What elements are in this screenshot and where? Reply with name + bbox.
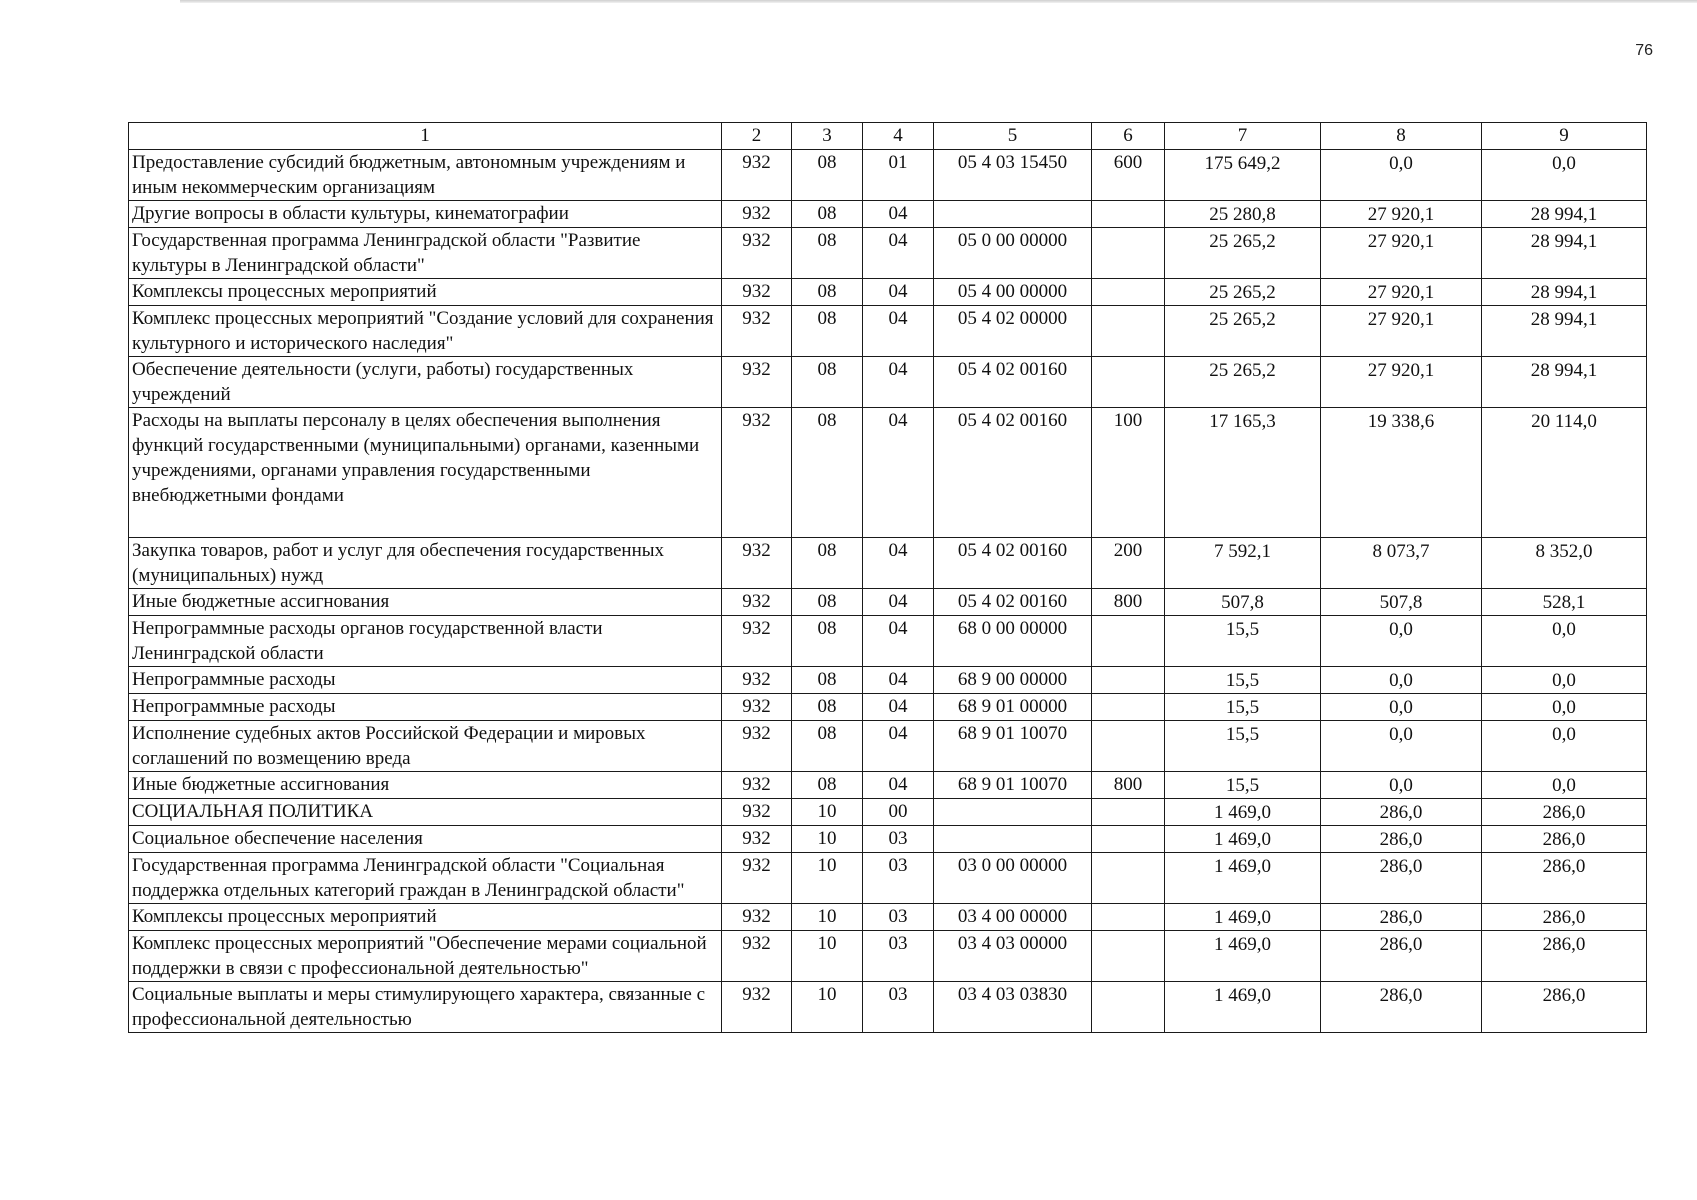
table-row <box>129 931 1647 982</box>
row-description: Непрограммные расходы <box>129 667 722 694</box>
target-article-code: 05 4 02 00160 <box>934 357 1092 408</box>
table-row <box>129 279 1647 306</box>
subsection-code: 04 <box>863 306 934 357</box>
amount-col-8: 27 920,1 <box>1321 306 1482 357</box>
amount-col-8: 8 073,7 <box>1321 538 1482 589</box>
section-code: 08 <box>792 772 863 799</box>
expense-type-code: 800 <box>1092 589 1165 616</box>
amount-col-8: 286,0 <box>1321 931 1482 982</box>
section-code: 10 <box>792 904 863 931</box>
header-cell: 1 <box>129 123 722 150</box>
expense-type-code <box>1092 721 1165 772</box>
subsection-code: 03 <box>863 853 934 904</box>
table-row <box>129 799 1647 826</box>
amount-col-9: 286,0 <box>1482 931 1647 982</box>
section-code: 08 <box>792 694 863 721</box>
amount-col-7: 507,8 <box>1165 589 1321 616</box>
amount-col-9: 28 994,1 <box>1482 201 1647 228</box>
expense-type-code <box>1092 853 1165 904</box>
amount-col-7: 25 265,2 <box>1165 228 1321 279</box>
row-description: Исполнение судебных актов Российской Федерации и мировых соглашений по возмещению вреда <box>129 721 722 772</box>
expense-type-code: 600 <box>1092 150 1165 201</box>
row-description: Обеспечение деятельности (услуги, работы) государственных учреждений <box>129 357 722 408</box>
expense-type-code <box>1092 357 1165 408</box>
header-row <box>129 123 1647 150</box>
expense-type-code <box>1092 826 1165 853</box>
admin-code: 932 <box>722 826 792 853</box>
section-code: 10 <box>792 853 863 904</box>
row-description: Иные бюджетные ассигнования <box>129 772 722 799</box>
admin-code: 932 <box>722 694 792 721</box>
admin-code: 932 <box>722 150 792 201</box>
target-article-code: 68 9 01 10070 <box>934 772 1092 799</box>
row-description: Другие вопросы в области культуры, кинематографии <box>129 201 722 228</box>
subsection-code: 04 <box>863 228 934 279</box>
amount-col-7: 1 469,0 <box>1165 799 1321 826</box>
row-description: Государственная программа Ленинградской области "Социальная поддержка отдельных категорий граждан в Ленинградской области" <box>129 853 722 904</box>
subsection-code: 04 <box>863 694 934 721</box>
budget-table <box>128 122 1647 1033</box>
row-description: Расходы на выплаты персоналу в целях обеспечения выполнения функций государственными (муниципальными) органами, казенными учреждениями, органами управления государственными внебюджетными фондами <box>129 408 722 538</box>
header-cell: 6 <box>1092 123 1165 150</box>
table-row <box>129 616 1647 667</box>
row-description: Непрограммные расходы <box>129 694 722 721</box>
section-code: 08 <box>792 589 863 616</box>
amount-col-8: 0,0 <box>1321 772 1482 799</box>
admin-code: 932 <box>722 904 792 931</box>
section-code: 10 <box>792 931 863 982</box>
amount-col-7: 25 265,2 <box>1165 279 1321 306</box>
table-row <box>129 772 1647 799</box>
table-row <box>129 982 1647 1033</box>
admin-code: 932 <box>722 772 792 799</box>
amount-col-7: 175 649,2 <box>1165 150 1321 201</box>
amount-col-8: 286,0 <box>1321 904 1482 931</box>
amount-col-8: 0,0 <box>1321 667 1482 694</box>
amount-col-9: 286,0 <box>1482 826 1647 853</box>
table-row <box>129 357 1647 408</box>
amount-col-7: 1 469,0 <box>1165 931 1321 982</box>
row-description: Комплекс процессных мероприятий "Обеспечение мерами социальной поддержки в связи с профессиональной деятельностью" <box>129 931 722 982</box>
row-description: Социальные выплаты и меры стимулирующего характера, связанные с профессиональной деятельностью <box>129 982 722 1033</box>
amount-col-8: 507,8 <box>1321 589 1482 616</box>
amount-col-9: 0,0 <box>1482 694 1647 721</box>
amount-col-8: 0,0 <box>1321 616 1482 667</box>
admin-code: 932 <box>722 357 792 408</box>
admin-code: 932 <box>722 667 792 694</box>
table-row <box>129 667 1647 694</box>
amount-col-9: 286,0 <box>1482 982 1647 1033</box>
section-code: 10 <box>792 799 863 826</box>
section-code: 10 <box>792 982 863 1033</box>
admin-code: 932 <box>722 616 792 667</box>
table-row <box>129 306 1647 357</box>
amount-col-7: 15,5 <box>1165 616 1321 667</box>
expense-type-code <box>1092 931 1165 982</box>
subsection-code: 04 <box>863 589 934 616</box>
expense-type-code <box>1092 799 1165 826</box>
expense-type-code: 100 <box>1092 408 1165 538</box>
amount-col-7: 17 165,3 <box>1165 408 1321 538</box>
admin-code: 932 <box>722 982 792 1033</box>
subsection-code: 04 <box>863 616 934 667</box>
table-row <box>129 721 1647 772</box>
amount-col-9: 286,0 <box>1482 853 1647 904</box>
section-code: 08 <box>792 150 863 201</box>
amount-col-8: 19 338,6 <box>1321 408 1482 538</box>
amount-col-9: 28 994,1 <box>1482 279 1647 306</box>
section-code: 08 <box>792 306 863 357</box>
amount-col-8: 286,0 <box>1321 853 1482 904</box>
amount-col-8: 0,0 <box>1321 150 1482 201</box>
amount-col-9: 8 352,0 <box>1482 538 1647 589</box>
target-article-code: 03 0 00 00000 <box>934 853 1092 904</box>
table-row <box>129 904 1647 931</box>
admin-code: 932 <box>722 799 792 826</box>
subsection-code: 03 <box>863 826 934 853</box>
target-article-code: 05 4 02 00160 <box>934 408 1092 538</box>
admin-code: 932 <box>722 408 792 538</box>
amount-col-9: 20 114,0 <box>1482 408 1647 538</box>
section-code: 08 <box>792 667 863 694</box>
subsection-code: 03 <box>863 904 934 931</box>
expense-type-code: 800 <box>1092 772 1165 799</box>
row-description: Иные бюджетные ассигнования <box>129 589 722 616</box>
target-article-code: 68 0 00 00000 <box>934 616 1092 667</box>
amount-col-9: 0,0 <box>1482 667 1647 694</box>
amount-col-7: 25 265,2 <box>1165 306 1321 357</box>
amount-col-7: 7 592,1 <box>1165 538 1321 589</box>
amount-col-8: 286,0 <box>1321 982 1482 1033</box>
amount-col-7: 25 265,2 <box>1165 357 1321 408</box>
section-code: 08 <box>792 228 863 279</box>
subsection-code: 04 <box>863 357 934 408</box>
row-description: Предоставление субсидий бюджетным, автономным учреждениям и иным некоммерческим организациям <box>129 150 722 201</box>
admin-code: 932 <box>722 201 792 228</box>
amount-col-7: 15,5 <box>1165 772 1321 799</box>
header-cell: 2 <box>722 123 792 150</box>
subsection-code: 04 <box>863 408 934 538</box>
amount-col-7: 25 280,8 <box>1165 201 1321 228</box>
amount-col-8: 27 920,1 <box>1321 279 1482 306</box>
row-description: Социальное обеспечение населения <box>129 826 722 853</box>
subsection-code: 03 <box>863 982 934 1033</box>
amount-col-9: 0,0 <box>1482 616 1647 667</box>
table-row <box>129 538 1647 589</box>
expense-type-code <box>1092 904 1165 931</box>
subsection-code: 01 <box>863 150 934 201</box>
amount-col-8: 27 920,1 <box>1321 228 1482 279</box>
subsection-code: 04 <box>863 772 934 799</box>
admin-code: 932 <box>722 721 792 772</box>
amount-col-8: 0,0 <box>1321 721 1482 772</box>
expense-type-code <box>1092 694 1165 721</box>
target-article-code: 05 4 00 00000 <box>934 279 1092 306</box>
expense-type-code <box>1092 201 1165 228</box>
subsection-code: 04 <box>863 667 934 694</box>
target-article-code <box>934 799 1092 826</box>
subsection-code: 04 <box>863 721 934 772</box>
budget-table-container <box>128 122 1646 1033</box>
header-cell: 4 <box>863 123 934 150</box>
row-description: СОЦИАЛЬНАЯ ПОЛИТИКА <box>129 799 722 826</box>
header-cell: 7 <box>1165 123 1321 150</box>
amount-col-9: 28 994,1 <box>1482 228 1647 279</box>
table-row <box>129 589 1647 616</box>
row-description: Комплексы процессных мероприятий <box>129 279 722 306</box>
section-code: 08 <box>792 721 863 772</box>
admin-code: 932 <box>722 279 792 306</box>
amount-col-8: 286,0 <box>1321 826 1482 853</box>
table-row <box>129 853 1647 904</box>
header-cell: 5 <box>934 123 1092 150</box>
amount-col-9: 0,0 <box>1482 772 1647 799</box>
header-cell: 3 <box>792 123 863 150</box>
amount-col-9: 0,0 <box>1482 721 1647 772</box>
section-code: 08 <box>792 616 863 667</box>
amount-col-7: 15,5 <box>1165 667 1321 694</box>
subsection-code: 04 <box>863 279 934 306</box>
amount-col-9: 28 994,1 <box>1482 357 1647 408</box>
target-article-code: 68 9 01 00000 <box>934 694 1092 721</box>
table-row <box>129 228 1647 279</box>
table-row <box>129 150 1647 201</box>
top-scan-edge <box>180 0 1697 3</box>
amount-col-8: 0,0 <box>1321 694 1482 721</box>
table-row <box>129 826 1647 853</box>
amount-col-8: 27 920,1 <box>1321 201 1482 228</box>
expense-type-code <box>1092 667 1165 694</box>
admin-code: 932 <box>722 538 792 589</box>
amount-col-8: 27 920,1 <box>1321 357 1482 408</box>
subsection-code: 04 <box>863 538 934 589</box>
admin-code: 932 <box>722 853 792 904</box>
amount-col-8: 286,0 <box>1321 799 1482 826</box>
target-article-code: 68 9 00 00000 <box>934 667 1092 694</box>
row-description: Комплексы процессных мероприятий <box>129 904 722 931</box>
target-article-code: 05 4 02 00160 <box>934 538 1092 589</box>
expense-type-code <box>1092 616 1165 667</box>
amount-col-7: 1 469,0 <box>1165 853 1321 904</box>
target-article-code: 05 4 03 15450 <box>934 150 1092 201</box>
expense-type-code <box>1092 982 1165 1033</box>
target-article-code: 05 0 00 00000 <box>934 228 1092 279</box>
amount-col-9: 28 994,1 <box>1482 306 1647 357</box>
row-description: Закупка товаров, работ и услуг для обеспечения государственных (муниципальных) нужд <box>129 538 722 589</box>
section-code: 08 <box>792 408 863 538</box>
section-code: 08 <box>792 201 863 228</box>
amount-col-7: 15,5 <box>1165 694 1321 721</box>
target-article-code <box>934 201 1092 228</box>
row-description: Комплекс процессных мероприятий "Создание условий для сохранения культурного и исторического наследия" <box>129 306 722 357</box>
amount-col-9: 0,0 <box>1482 150 1647 201</box>
section-code: 10 <box>792 826 863 853</box>
amount-col-9: 528,1 <box>1482 589 1647 616</box>
amount-col-9: 286,0 <box>1482 799 1647 826</box>
header-cell: 9 <box>1482 123 1647 150</box>
amount-col-7: 1 469,0 <box>1165 904 1321 931</box>
table-body <box>129 150 1647 1033</box>
amount-col-7: 1 469,0 <box>1165 826 1321 853</box>
amount-col-7: 1 469,0 <box>1165 982 1321 1033</box>
subsection-code: 03 <box>863 931 934 982</box>
target-article-code: 05 4 02 00160 <box>934 589 1092 616</box>
table-row <box>129 201 1647 228</box>
row-description: Непрограммные расходы органов государственной власти Ленинградской области <box>129 616 722 667</box>
target-article-code: 03 4 00 00000 <box>934 904 1092 931</box>
admin-code: 932 <box>722 306 792 357</box>
subsection-code: 04 <box>863 201 934 228</box>
row-description: Государственная программа Ленинградской области "Развитие культуры в Ленинградской области" <box>129 228 722 279</box>
target-article-code <box>934 826 1092 853</box>
target-article-code: 03 4 03 03830 <box>934 982 1092 1033</box>
header-cell: 8 <box>1321 123 1482 150</box>
section-code: 08 <box>792 538 863 589</box>
table-row <box>129 694 1647 721</box>
page-number: 76 <box>1635 42 1653 59</box>
expense-type-code <box>1092 228 1165 279</box>
admin-code: 932 <box>722 931 792 982</box>
expense-type-code <box>1092 306 1165 357</box>
target-article-code: 03 4 03 00000 <box>934 931 1092 982</box>
target-article-code: 05 4 02 00000 <box>934 306 1092 357</box>
target-article-code: 68 9 01 10070 <box>934 721 1092 772</box>
section-code: 08 <box>792 279 863 306</box>
section-code: 08 <box>792 357 863 408</box>
admin-code: 932 <box>722 228 792 279</box>
table-row <box>129 408 1647 538</box>
expense-type-code: 200 <box>1092 538 1165 589</box>
expense-type-code <box>1092 279 1165 306</box>
subsection-code: 00 <box>863 799 934 826</box>
amount-col-7: 15,5 <box>1165 721 1321 772</box>
admin-code: 932 <box>722 589 792 616</box>
amount-col-9: 286,0 <box>1482 904 1647 931</box>
